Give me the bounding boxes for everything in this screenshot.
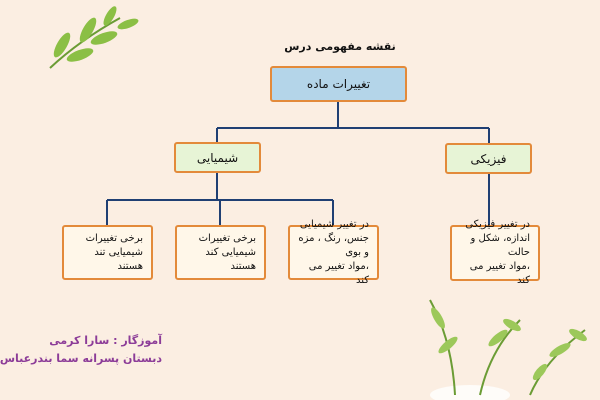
physical-node: فیزیکی bbox=[445, 143, 532, 174]
chem-slow-node: برخی تغییرات شیمیایی کند هستند bbox=[175, 225, 266, 280]
teacher-name: آموزگار : سارا کرمی bbox=[49, 334, 162, 347]
page-title: نقشه مفهومی درس bbox=[284, 40, 396, 53]
chemical-node: شیمیایی bbox=[174, 142, 261, 173]
phys-change-node: در تغییر فیزیکی اندازه، شکل و حالت ،مواد تغییر می کند bbox=[450, 225, 540, 281]
footer-credit bbox=[0, 332, 162, 368]
chem-fast-node: برخی تغییرات شیمیایی تند هستند bbox=[62, 225, 153, 280]
chem-change-node: در تغییر شیمیایی جنس، رنگ ، مزه و بوی ،مواد تغییر می کند bbox=[288, 225, 379, 280]
root-node: تغییرات ماده bbox=[270, 66, 407, 102]
school-name: دبستان پسرانه سما بندرعباس bbox=[0, 352, 162, 365]
